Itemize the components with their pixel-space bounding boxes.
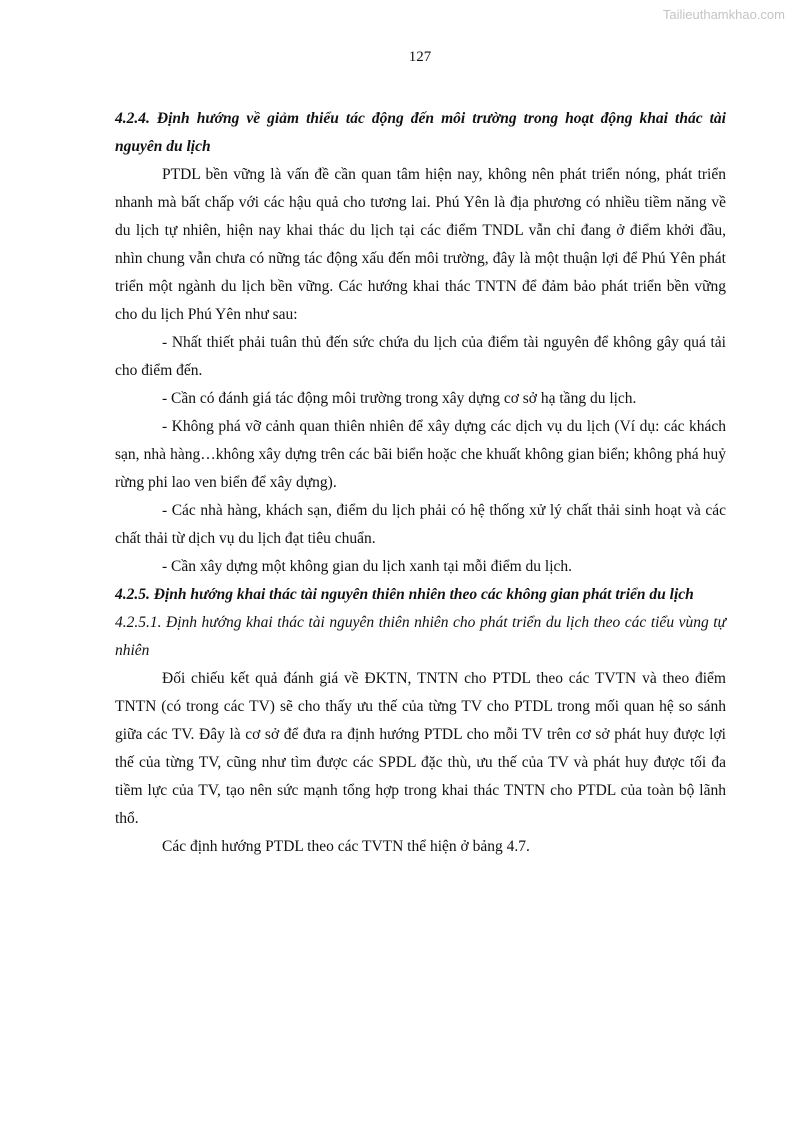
list-item: - Cần có đánh giá tác động môi trường trong xây dựng cơ sở hạ tầng du lịch. [162,390,637,407]
list-item: - Các nhà hàng, khách sạn, điểm du lịch phải có hệ thống xử lý chất thải sinh hoạt và các chất thải từ dịch vụ du lịch đạt tiêu chuẩn. [115,502,726,547]
list-item: - Nhất thiết phải tuân thủ đến sức chứa du lịch của điểm tài nguyên để không gây quá tải cho điểm đến. [115,334,726,379]
page-number: 127 [408,49,432,65]
list-item: - Cần xây dựng một không gian du lịch xanh tại mỗi điểm du lịch. [162,558,573,575]
sub-heading-4-2-5-1: 4.2.5.1. Định hướng khai thác tài nguyên thiên nhiên cho phát triển du lịch theo các tiểu vùng tự nhiên [115,614,726,659]
section-heading-4-2-5: 4.2.5. Định hướng khai thác tài nguyên thiên nhiên theo các không gian phát triển du lịch [115,586,694,603]
closing-paragraph: Các định hướng PTDL theo các TVTN thể hiện ở bảng 4.7. [162,838,530,855]
intro-paragraph: PTDL bền vững là vấn đề cần quan tâm hiện nay, không nên phát triển nóng, phát triển nhanh mà bất chấp với các hậu quả cho tương lai. Phú Yên là địa phương có nhiều tiềm năng về du lịch tự nhiên, hiện nay khai thác du lịch tại các điểm TNDL vẫn chỉ đang ở điểm khởi đầu, nhìn chung vẫn chưa có nững tác động xấu đến môi trường, đây là một thuận lợi để Phú Yên phát triển một ngành du lịch bền vững. Các hướng khai thác TNTN để đảm bảo phát triển bền vững cho du lịch Phú Yên như sau: [115,166,726,323]
watermark: Tailieuthamkhao.com [662,7,785,22]
document-body [115,105,726,861]
list-item: - Không phá vỡ cảnh quan thiên nhiên để xây dựng các dịch vụ du lịch (Ví dụ: các khách sạn, nhà hàng…không xây dựng trên các bãi biển hoặc che khuất không gian biển; không phá huỷ rừng phi lao ven biển để xây dựng). [115,418,726,491]
section-heading-4-2-4: 4.2.4. Định hướng về giảm thiểu tác động đến môi trường trong hoạt động khai thác tài nguyên du lịch [115,110,726,155]
body-paragraph: Đối chiếu kết quả đánh giá về ĐKTN, TNTN cho PTDL theo các TVTN và theo điểm TNTN (có trong các TV) sẽ cho thấy ưu thế của từng TV cho PTDL trong mối quan hệ so sánh giữa các TV. Đây là cơ sở để đưa ra định hướng PTDL cho mỗi TV trên cơ sở phát huy được lợi thế của từng TV, cũng như tìm được các SPDL đặc thù, ưu thế của TV và phát huy được tối đa tiềm lực của TV, tạo nên sức mạnh tổng hợp trong khai thác TNTN cho PTDL của toàn bộ lãnh thổ. [115,670,726,827]
